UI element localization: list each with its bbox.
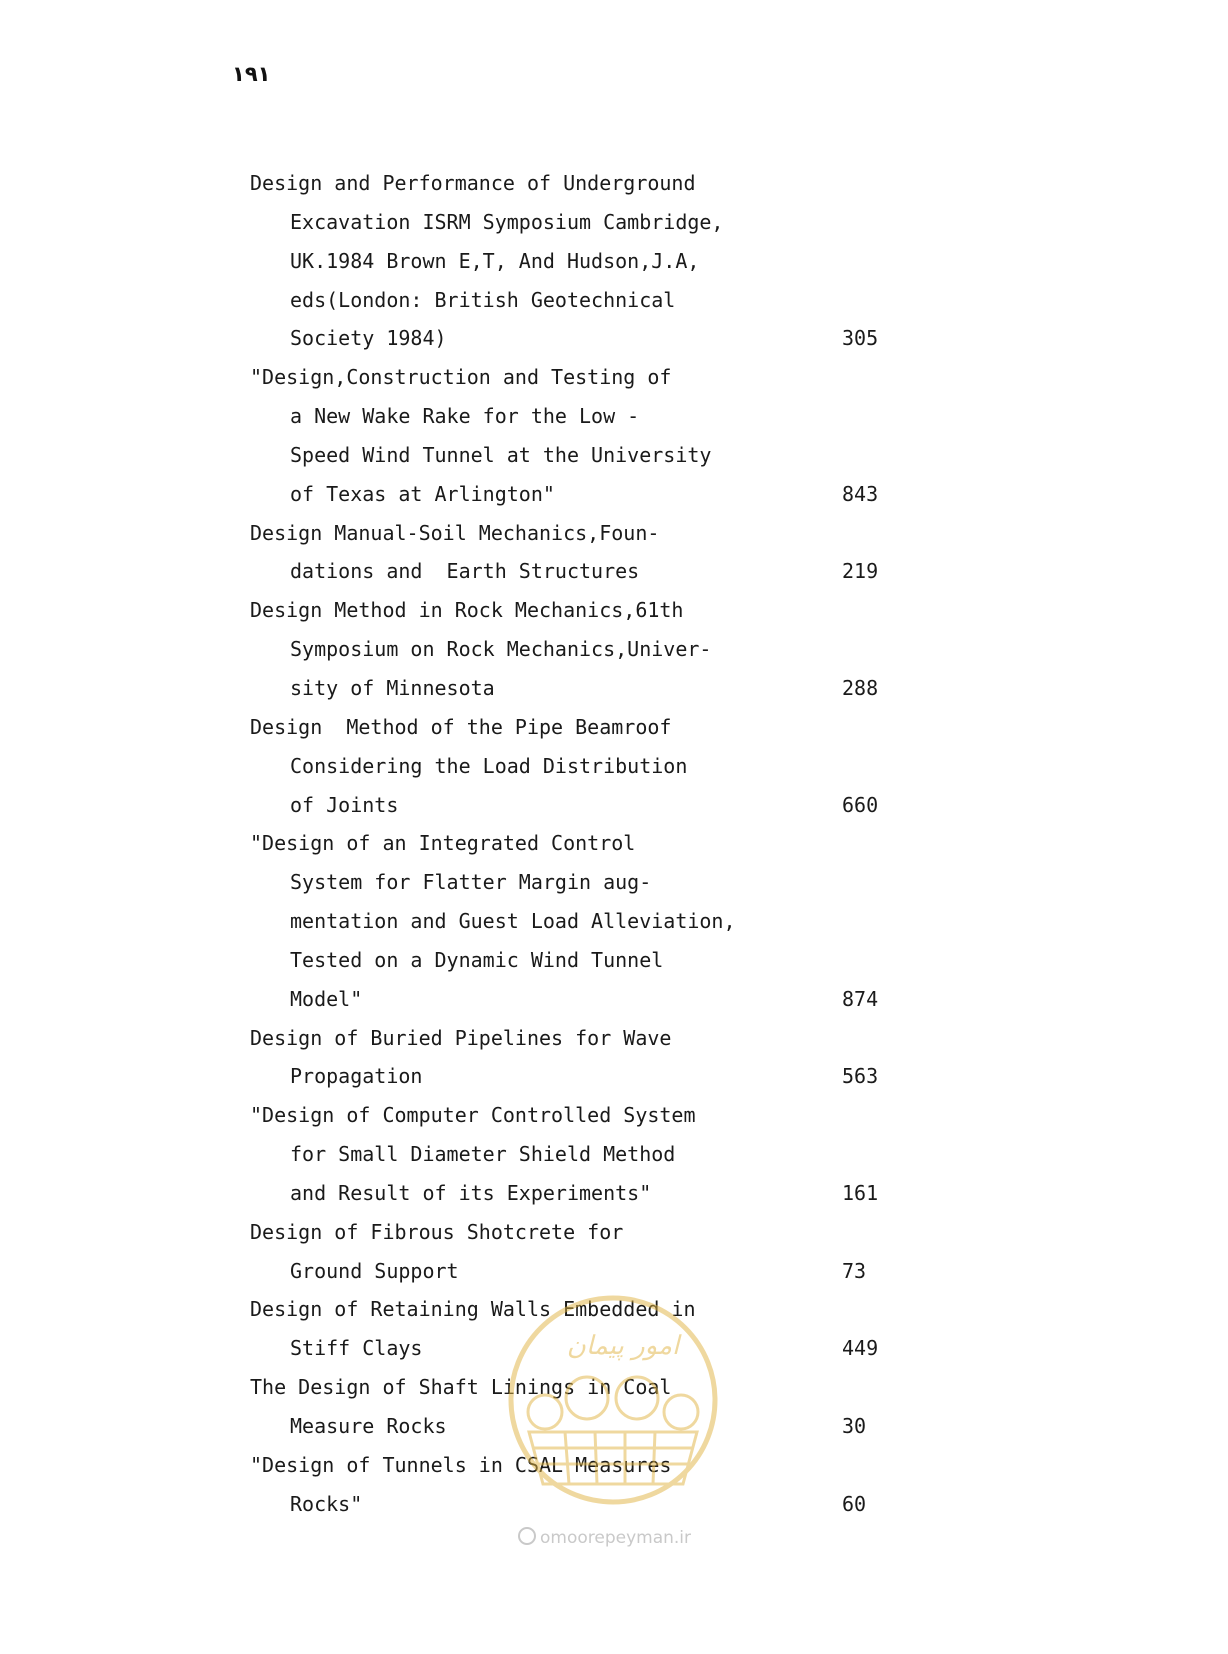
entry-title-text: System for Flatter Margin aug-	[290, 870, 652, 895]
entry-title-text: of Joints	[290, 792, 399, 817]
index-entry-continuation-line	[250, 552, 890, 591]
index-entry-continuation-line	[250, 1135, 890, 1174]
index-entry-continuation-line	[250, 1485, 890, 1524]
index-entry-continuation-line	[250, 980, 890, 1019]
page-number: ۱۹۱	[232, 62, 271, 86]
entry-title-text: "Design of an Integrated Control	[250, 831, 636, 856]
entry-title-text: Measure Rocks	[290, 1414, 447, 1438]
index-entry-first-line	[250, 708, 890, 747]
index-entry-continuation-line	[250, 747, 890, 786]
index-entry-first-line	[250, 1290, 890, 1329]
entry-title-text: Speed Wind Tunnel at the University	[290, 442, 712, 467]
index-entry-continuation-line	[250, 281, 890, 320]
index-entry-first-line	[250, 514, 890, 553]
index-entry-continuation-line	[250, 902, 890, 941]
index-entry-continuation-line	[250, 1174, 890, 1213]
index-entry-first-line	[250, 1019, 890, 1058]
entry-title-text: Design and Performance of Underground	[250, 171, 696, 195]
index-entry-continuation-line	[250, 1057, 890, 1096]
entry-title-text: Excavation ISRM Symposium Cambridge,	[290, 209, 724, 234]
entry-title-text: Symposium on Rock Mechanics,Univer-	[290, 637, 712, 662]
index-entry-first-line	[250, 824, 890, 863]
index-entry-continuation-line	[250, 1329, 890, 1368]
entry-title-text: a New Wake Rake for the Low -	[290, 404, 640, 429]
page-reference: 660	[842, 792, 879, 817]
page-reference: 73	[842, 1258, 867, 1283]
entry-title-text: "Design,Construction and Testing of	[250, 365, 672, 390]
entry-title-text: Stiff Clays	[290, 1336, 423, 1361]
entry-title-text: "Design of Computer Controlled System	[250, 1103, 696, 1128]
entry-title-text: Society 1984)	[290, 326, 447, 351]
entry-title-text: Design Method of the Pipe Beamroof	[250, 714, 672, 739]
svg-text:امور پیمان: امور پیمان	[566, 1331, 680, 1361]
index-entry-continuation-line	[250, 630, 890, 669]
entry-title-text: Design Method in Rock Mechanics,61th	[250, 598, 684, 623]
index-entry-continuation-line	[250, 475, 890, 514]
page-reference: 161	[842, 1180, 879, 1205]
index-entry-continuation-line	[250, 397, 890, 436]
entry-title-text: Design of Fibrous Shotcrete for	[250, 1219, 624, 1244]
index-entry-continuation-line	[250, 669, 890, 708]
entry-title-text: dations and Earth Structures	[290, 559, 640, 584]
watermark-url-text: omoorepeyman.ir	[540, 1528, 692, 1548]
entry-title-text: Propagation	[290, 1064, 423, 1089]
index-entry-continuation-line	[250, 1407, 890, 1446]
entry-title-text: Model"	[290, 986, 363, 1011]
watermark-url	[518, 1527, 691, 1548]
entry-title-text: Design of Retaining Walls Embedded in	[250, 1297, 696, 1322]
index-entry-first-line	[250, 591, 890, 630]
index-entry-continuation-line	[250, 1252, 890, 1291]
globe-icon	[518, 1527, 536, 1545]
entry-title-text: "Design of Tunnels in CSAL Measures	[250, 1452, 672, 1477]
index-entry-continuation-line	[250, 203, 890, 242]
entry-title-text: Considering the Load Distribution	[290, 753, 688, 778]
entry-title-text: Rocks"	[290, 1491, 363, 1516]
entry-title-text: sity of Minnesota	[290, 675, 495, 700]
index-entry-continuation-line	[250, 319, 890, 358]
page-reference: 305	[842, 326, 879, 351]
entry-title-text: Tested on a Dynamic Wind Tunnel	[290, 947, 664, 972]
entry-title-text: UK.1984 Brown E,T, And Hudson,J.A,	[290, 248, 700, 273]
entry-title-text: of Texas at Arlington"	[290, 481, 555, 506]
index-entry-continuation-line	[250, 242, 890, 281]
page-reference: 60	[842, 1491, 867, 1516]
index-entry-first-line	[250, 164, 890, 203]
entry-title-text: Design Manual-Soil Mechanics,Foun-	[250, 520, 660, 545]
page-reference: 288	[842, 675, 879, 700]
index-entry-continuation-line	[250, 941, 890, 980]
page-reference: 219	[842, 559, 879, 584]
entry-title-text: and Result of its Experiments"	[290, 1180, 652, 1205]
index-entry-continuation-line	[250, 436, 890, 475]
page-reference: 843	[842, 481, 879, 506]
page-reference: 30	[842, 1414, 867, 1438]
page-reference: 563	[842, 1064, 879, 1089]
entry-title-text: mentation and Guest Load Alleviation,	[290, 909, 736, 934]
index-entry-first-line	[250, 1213, 890, 1252]
entry-title-text: eds(London: British Geotechnical	[290, 287, 676, 312]
index-entry-continuation-line	[250, 863, 890, 902]
index-entry-first-line	[250, 1096, 890, 1135]
index-entry-first-line	[250, 358, 890, 397]
page-reference: 449	[842, 1336, 879, 1361]
index-entry-continuation-line	[250, 786, 890, 825]
index-entry-first-line	[250, 1446, 890, 1485]
entry-title-text: The Design of Shaft Linings in Coal	[250, 1375, 672, 1400]
index-entry-first-line	[250, 1368, 890, 1407]
index-list	[250, 164, 890, 1524]
entry-title-text: for Small Diameter Shield Method	[290, 1142, 676, 1167]
page-reference: 874	[842, 986, 879, 1011]
entry-title-text: Design of Buried Pipelines for Wave	[250, 1025, 672, 1050]
entry-title-text: Ground Support	[290, 1258, 459, 1283]
